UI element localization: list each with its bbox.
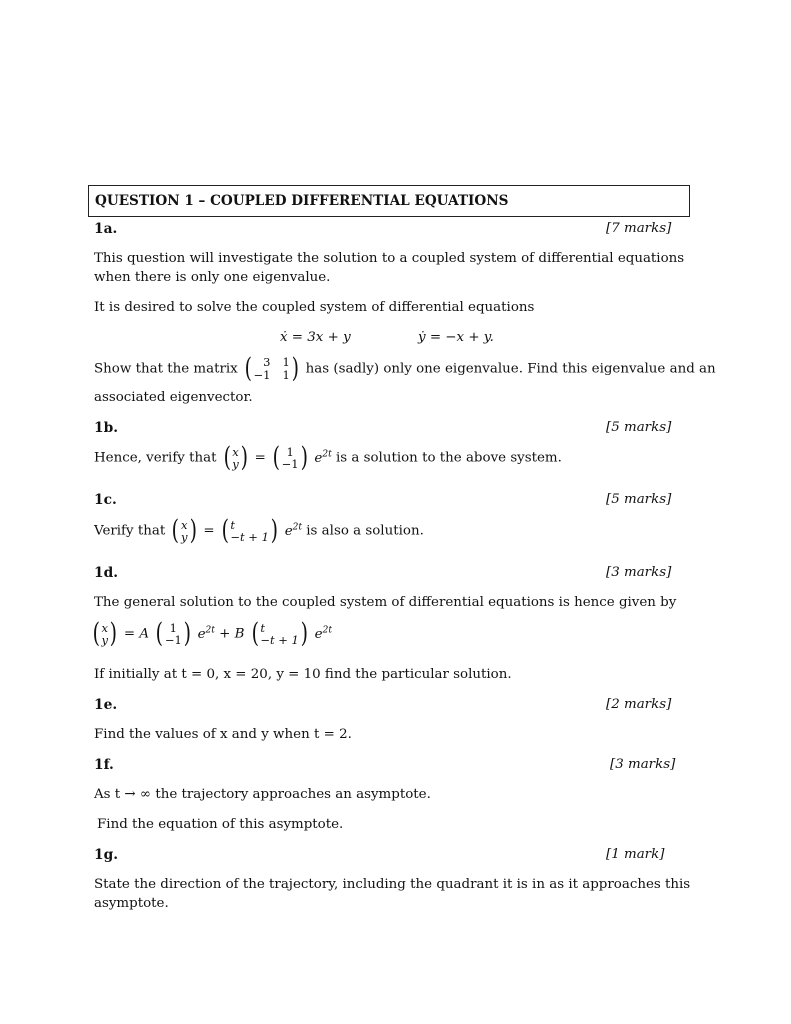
q1f-marks: [3 marks]: [610, 757, 676, 772]
vector-entry: 1: [169, 621, 177, 635]
equals-sign: =: [123, 626, 136, 642]
vector-xy: ( x y ): [92, 618, 118, 649]
vector-1: ( 1 −1 ): [155, 618, 191, 649]
vector-entry: x: [101, 621, 109, 635]
q1e-text: Find the values of x and y when t = 2.: [94, 727, 352, 742]
q1c-label: 1c.: [94, 492, 117, 508]
coef-a: A: [139, 626, 150, 642]
vector-entry: y: [232, 457, 239, 471]
q1a-paragraph3-line2: associated eigenvector.: [94, 390, 253, 405]
vector-entry: 1: [286, 445, 294, 459]
vector-entry: −t + 1: [230, 530, 269, 544]
exp-power: 2t: [322, 625, 332, 636]
coef-b: B: [234, 626, 245, 642]
q1d-text2: If initially at t = 0, x = 20, y = 10 find the particular solution.: [94, 667, 512, 682]
equation-x-dot: ẋ = 3x + y: [280, 330, 351, 345]
question-title: QUESTION 1 – COUPLED DIFFERENTIAL EQUATIONS: [95, 193, 509, 209]
q1b-marks: [5 marks]: [606, 420, 672, 435]
q1b-text-suffix: is a solution to the above system.: [335, 450, 562, 466]
exp-power: 2t: [322, 449, 332, 460]
vector-entry: −1: [281, 457, 299, 471]
matrix-entry: −1: [253, 368, 271, 382]
vector-entry: −t + 1: [260, 633, 299, 647]
exp-base: e: [314, 450, 323, 466]
q1a-matrix-suffix: has (sadly) only one eigenvalue. Find this eigenvalue and an: [305, 361, 716, 377]
q1a-matrix-line: [94, 353, 716, 384]
q1f-text2: Find the equation of this asymptote.: [97, 817, 344, 832]
vector-2: ( t −t + 1 ): [251, 618, 308, 649]
equation-y-dot: ẏ = −x + y.: [418, 330, 494, 345]
question-header-box: [88, 185, 690, 217]
q1c-text-suffix: is also a solution.: [306, 523, 424, 539]
q1a-label: 1a.: [94, 221, 118, 237]
plus-sign: +: [219, 626, 231, 642]
matrix: [243, 353, 300, 384]
q1e-label: 1e.: [94, 697, 118, 713]
q1c-marks: [5 marks]: [606, 492, 672, 507]
vector-entry: y: [181, 530, 188, 544]
q1d-text1: The general solution to the coupled system of differential equations is hence given by: [94, 595, 677, 610]
q1g-label: 1g.: [94, 847, 119, 863]
exp-base: e: [314, 626, 323, 642]
vector-xy: ( x y ): [223, 442, 248, 473]
left-paren: (: [244, 353, 252, 384]
q1a-paragraph-line1: This question will investigate the solution to a coupled system of differential equations: [94, 251, 685, 266]
right-paren: ): [291, 353, 299, 384]
q1a-paragraph2: It is desired to solve the coupled system of differential equations: [94, 300, 535, 315]
exponential: [198, 627, 215, 642]
general-solution: [90, 618, 332, 649]
vector-entry: −1: [164, 633, 182, 647]
q1c-text-prefix: Verify that: [94, 523, 166, 539]
equals-sign: =: [203, 523, 215, 539]
vector-entry: t: [260, 621, 265, 635]
matrix-entry: 1: [282, 355, 290, 369]
vector-entry: x: [181, 518, 188, 532]
q1a-matrix-prefix: Show that the matrix: [94, 361, 238, 377]
exponential: [314, 451, 331, 466]
equals-sign: =: [254, 450, 266, 466]
q1f-label: 1f.: [94, 757, 114, 773]
vector-entry: y: [101, 633, 109, 647]
q1g-text2: asymptote.: [94, 896, 169, 911]
q1g-text1: State the direction of the trajectory, including the quadrant it is in as it approaches this: [94, 877, 691, 892]
exp-base: e: [284, 523, 293, 539]
q1a-paragraph-line2: when there is only one eigenvalue.: [94, 270, 331, 285]
vector-entry: t: [230, 518, 235, 532]
vector-entry: x: [232, 445, 239, 459]
exponential: [285, 524, 302, 539]
q1f-text1: As t → ∞ the trajectory approaches an asymptote.: [94, 787, 431, 802]
exp-power: 2t: [205, 625, 215, 636]
q1b-text: [94, 442, 562, 473]
q1a-marks: [7 marks]: [606, 221, 672, 236]
q1c-text: [94, 515, 424, 546]
matrix-entry: 3: [263, 355, 271, 369]
q1d-marks: [3 marks]: [606, 565, 672, 580]
exp-base: e: [197, 626, 206, 642]
matrix-entry: 1: [282, 368, 290, 382]
q1b-text-prefix: Hence, verify that: [94, 450, 217, 466]
vector-2: ( t −t + 1 ): [221, 515, 278, 546]
exp-power: 2t: [292, 522, 302, 533]
q1b-label: 1b.: [94, 420, 119, 436]
q1d-label: 1d.: [94, 565, 119, 581]
vector-xy: ( x y ): [172, 515, 197, 546]
vector-1: ( 1 −1 ): [272, 442, 308, 473]
q1g-marks: [1 mark]: [606, 847, 665, 862]
q1e-marks: [2 marks]: [606, 697, 672, 712]
exponential: [315, 627, 332, 642]
